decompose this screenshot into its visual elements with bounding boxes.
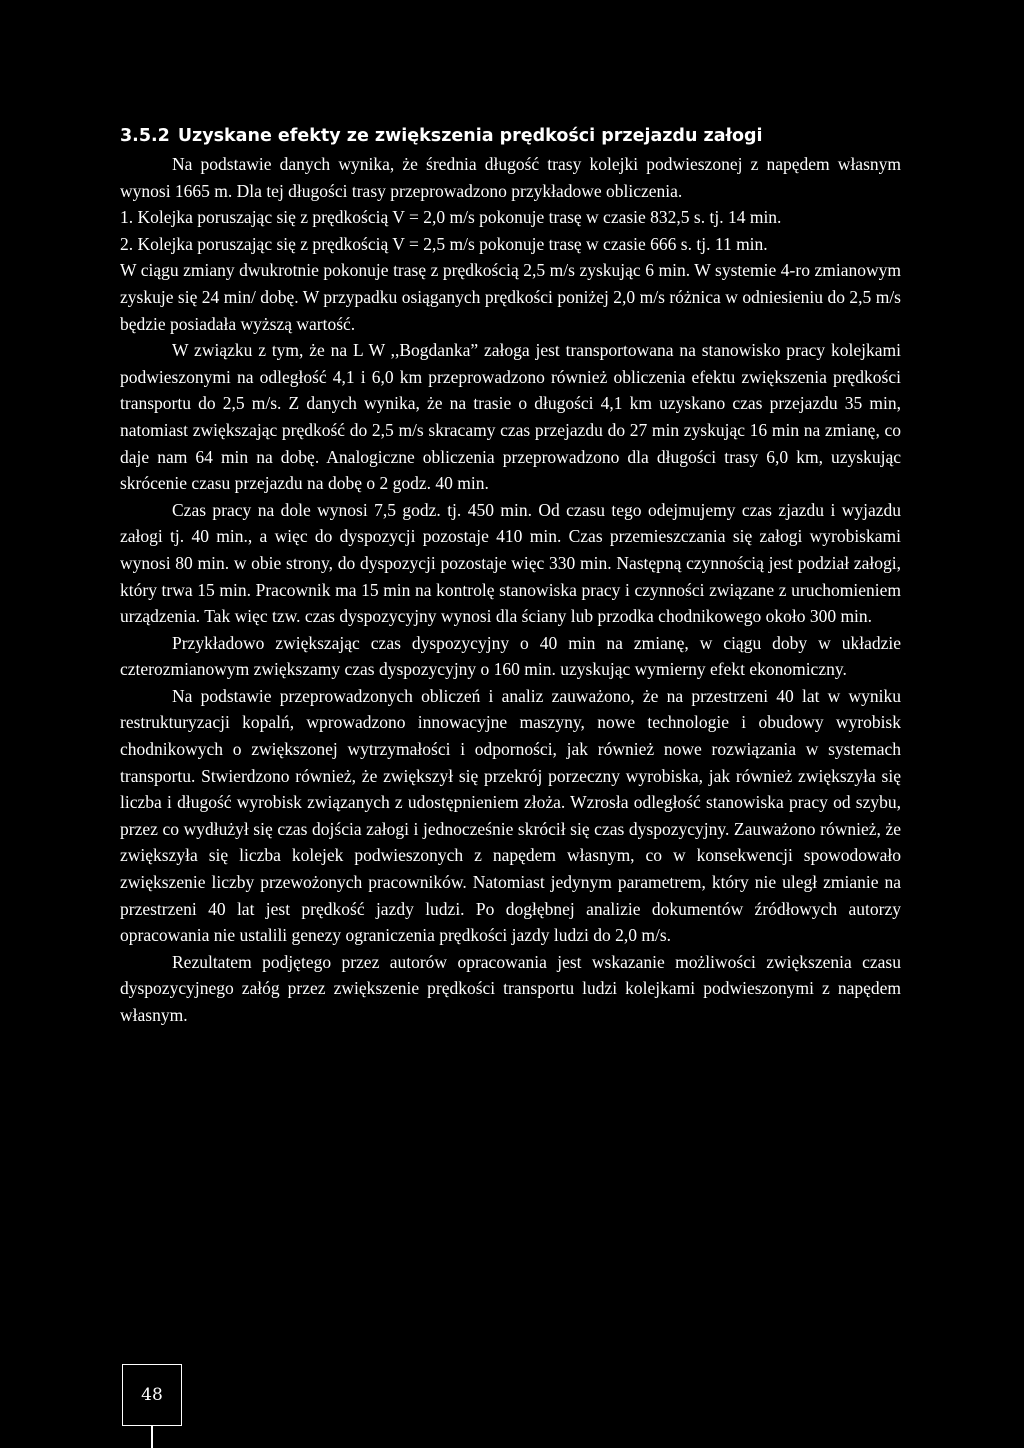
section-number: 3.5.2 bbox=[120, 126, 170, 146]
page-content bbox=[120, 123, 901, 1029]
paragraph-example: Przykładowo zwiększając czas dyspozycyjny o 40 min na zmianę, w ciągu doby w układzie czterozmianowym zwiększamy czas dyspozycyjny o 160 min. uzyskując wymierny efekt ekonomiczny. bbox=[120, 632, 901, 680]
page-number: 48 bbox=[122, 1364, 182, 1426]
page-number-divider bbox=[151, 1426, 153, 1448]
section-heading bbox=[120, 123, 901, 149]
paragraph-result: Rezultatem podjętego przez autorów opracowania jest wskazanie możliwości zwiększenia czasu dyspozycyjnego załóg przez zwiększenie prędkości transportu ludzi kolejkami podwieszonymi z napędem własnym. bbox=[120, 951, 901, 1025]
paragraph-shift-gain: W ciągu zmiany dwukrotnie pokonuje trasę z prędkością 2,5 m/s zyskując 6 min. W systemie 4-ro zmianowym zyskuje się 24 min/ dobę. W przypadku osiąganych prędkości poniżej 2,0 m/s różnica w odniesieniu do 2,5 m/s będzie posiadała wyższą wartość. bbox=[120, 260, 901, 334]
paragraph-work-time: Czas pracy na dole wynosi 7,5 godz. tj. 450 min. Od czasu tego odejmujemy czas zjazdu i wyjazdu załogi tj. 40 min., a więc do dyspozycji pozostaje 410 min. Czas przemieszczania się załogi wyrobiskami wynosi 80 min. w obie strony, do dyspozycji pozostaje więc 330 min. Następną czynnością jest podział załogi, który trwa 15 min. Pracownik ma 15 min na kontrolę stanowiska pracy i czynności związane z uruchomieniem urządzenia. Tak więc tzw. czas dyspozycyjny wynosi dla ściany lub przodka chodnikowego około 300 min. bbox=[120, 499, 901, 627]
paragraph-analysis: Na podstawie przeprowadzonych obliczeń i analiz zauważono, że na przestrzeni 40 lat w wyniku restrukturyzacji kopalń, wprowadzono innowacyjne maszyny, nowe technologie i obudowy wyrobisk chodnikowych o zwiększonej wytrzymałości i odporności, jak również nowe rozwiązania w systemach transportu. Stwierdzono również, że zwiększył się przekrój porzeczny wyrobiska, jak również zwiększyła się liczba i długość wyrobisk związanych z udostępnieniem złoża. Wzrosła odległość stanowiska pracy od szybu, przez co wydłużył się czas dojścia załogi i jednocześnie skrócił się czas dyspozycyjny. Zauważono również, że zwiększyła się liczba kolejek podwieszonych z napędem własnym, co w konsekwencji spowodowało zwiększenie liczby przewożonych pracowników. Natomiast jedynym parametrem, który nie uległ zmianie na przestrzeni 40 lat jest prędkość jazdy ludzi. Po dogłębnej analizie dokumentów źródłowych autorzy opracowania nie ustalili genezy ograniczenia prędkości jazdy ludzi do 2,0 m/s. bbox=[120, 685, 901, 946]
paragraph-bogdanka: W związku z tym, że na L W ,,Bogdanka” załoga jest transportowana na stanowisko pracy kolejkami podwieszonymi na odległość 4,1 i 6,0 km przeprowadzono również obliczenia efektu zwiększenia prędkości transportu do 2,5 m/s. Z danych wynika, że na trasie o długości 4,1 km uzyskano czas przejazdu 35 min, natomiast zwiększając prędkość do 2,5 m/s skracamy czas przejazdu do 27 min zyskując 16 min na zmianę, co daje nam 64 min na dobę. Analogiczne obliczenia przeprowadzono dla długości trasy 6,0 km, uzyskując skrócenie czasu przejazdu na dobę o 2 godz. 40 min. bbox=[120, 340, 901, 494]
paragraph-calc-2: 2. Kolejka poruszając się z prędkością V = 2,5 m/s pokonuje trasę w czasie 666 s. tj. 11 min. bbox=[120, 233, 768, 254]
section-title: Uzyskane efekty ze zwiększenia prędkości przejazdu załogi bbox=[177, 126, 763, 146]
paragraph-intro: Na podstawie danych wynika, że średnia długość trasy kolejki podwieszonej z napędem własnym wynosi 1665 m. Dla tej długości trasy przeprowadzono przykładowe obliczenia. bbox=[120, 154, 901, 201]
paragraph-calc-1: 1. Kolejka poruszając się z prędkością V = 2,0 m/s pokonuje trasę w czasie 832,5 s. tj. 14 min. bbox=[120, 207, 782, 228]
